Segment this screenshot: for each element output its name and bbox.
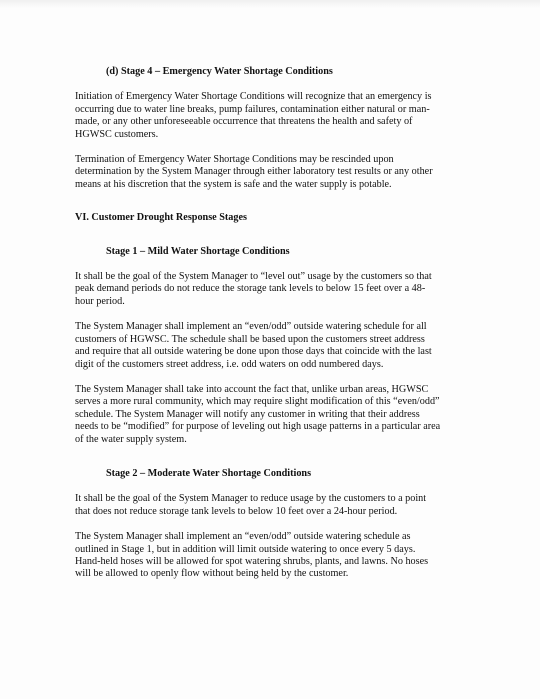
stage4-termination-paragraph bbox=[75, 154, 475, 191]
text-line: outlined in Stage 1, but in addition will limit outside watering to once every 5 days. bbox=[75, 543, 416, 555]
text-line: means at his discretion that the system is safe and the water supply is potable. bbox=[75, 178, 392, 190]
text-line: will be allowed to openly flow without being held by the customer. bbox=[75, 568, 349, 580]
text-line: needs to be “modified” for purpose of leveling out high usage patterns in a particular area bbox=[75, 421, 441, 433]
scan-edge-shade bbox=[0, 0, 540, 8]
stage1-schedule-paragraph bbox=[75, 321, 475, 371]
text-line: occurring due to water line breaks, pump failures, contamination either natural or man- bbox=[75, 103, 430, 115]
text-line: It shall be the goal of the System Manager to reduce usage by the customers to a point bbox=[75, 493, 427, 505]
document-body bbox=[75, 66, 475, 581]
text-line: Termination of Emergency Water Shortage Conditions may be rescinded upon bbox=[75, 154, 394, 166]
text-line: serves a more rural community, which may require slight modification of this “even/odd” bbox=[75, 396, 440, 408]
text-line: determination by the System Manager through either laboratory test results or any other bbox=[75, 166, 433, 178]
stage2-heading: Stage 2 – Moderate Water Shortage Conditions bbox=[106, 467, 312, 479]
stage2-schedule-paragraph bbox=[75, 531, 475, 581]
text-line: and require that all outside watering be done upon those days that coincide with the last bbox=[75, 346, 432, 358]
text-line: HGWSC customers. bbox=[75, 128, 159, 140]
text-line: customers of HGWSC. The schedule shall be based upon the customers street address bbox=[75, 333, 425, 345]
section-6-heading: VI. Customer Drought Response Stages bbox=[75, 212, 247, 224]
stage4-initiation-paragraph bbox=[75, 91, 475, 141]
text-line: that does not reduce storage tank levels to below 10 feet over a 24-hour period. bbox=[75, 505, 398, 517]
text-line: Initiation of Emergency Water Shortage Conditions will recognize that an emergency is bbox=[75, 91, 432, 103]
text-line: hour period. bbox=[75, 295, 125, 307]
stage1-rural-paragraph bbox=[75, 384, 475, 446]
text-line: made, or any other unforeseeable occurrence that threatens the health and safety of bbox=[75, 116, 413, 128]
stage4-heading: (d) Stage 4 – Emergency Water Shortage Conditions bbox=[106, 66, 333, 77]
text-line: schedule. The System Manager will notify any customer in writing that their address bbox=[75, 408, 420, 420]
stage1-heading: Stage 1 – Mild Water Shortage Conditions bbox=[106, 245, 290, 257]
text-line: Hand-held hoses will be allowed for spot watering shrubs, plants, and lawns. No hoses bbox=[75, 555, 429, 567]
stage1-goal-paragraph bbox=[75, 271, 475, 308]
text-line: The System Manager shall implement an “even/odd” outside watering schedule for all bbox=[75, 321, 427, 333]
text-line: of the water supply system. bbox=[75, 433, 187, 445]
text-line: digit of the customers street address, i.e. odd waters on odd numbered days. bbox=[75, 358, 384, 370]
text-line: peak demand periods do not reduce the storage tank levels to below 15 feet over a 48- bbox=[75, 283, 426, 295]
text-line: The System Manager shall implement an “even/odd” outside watering schedule as bbox=[75, 531, 411, 543]
stage2-goal-paragraph bbox=[75, 493, 475, 518]
text-line: The System Manager shall take into account the fact that, unlike urban areas, HGWSC bbox=[75, 383, 429, 395]
text-line: It shall be the goal of the System Manager to “level out” usage by the customers so that bbox=[75, 271, 432, 283]
